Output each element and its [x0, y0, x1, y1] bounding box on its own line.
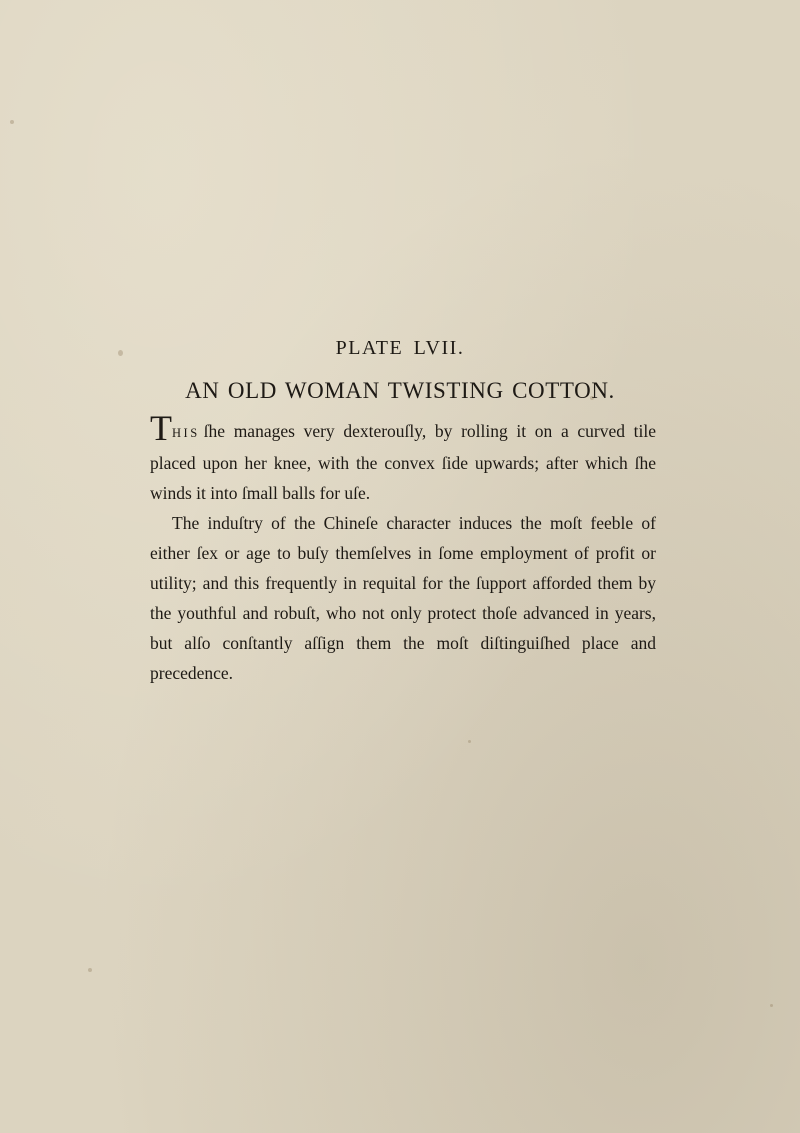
foxing-spot	[468, 740, 471, 743]
plate-title: AN OLD WOMAN TWISTING COTTON.	[185, 378, 615, 403]
foxing-spot	[88, 968, 92, 972]
drop-cap: T	[150, 408, 172, 448]
paragraph-1-text: ſhe manages very dexterouſly, by rolling it on a curved tile placed upon her knee, with the convex ſide upwards; after which ſhe winds it into ſmall balls for uſe.	[150, 421, 656, 503]
paragraph-2: The induſtry of the Chineſe character induces the moſt feeble of either ſex or age to buſy themſelves in ſome employment of profit or utility; and this frequently in requital for the ſupport afforded them by the youthful and robuſt, who not only protect thoſe advanced in years, but alſo conſtantly aſſign them the moſt diſtinguiſhed place and precedence.	[150, 513, 656, 683]
plate-number: PLATE LVII.	[335, 337, 465, 359]
paragraph-1	[150, 408, 656, 508]
body-text	[150, 408, 656, 688]
foxing-spot	[10, 120, 14, 124]
foxing-spot	[770, 1004, 773, 1007]
lead-small-caps: HIS	[172, 426, 200, 440]
